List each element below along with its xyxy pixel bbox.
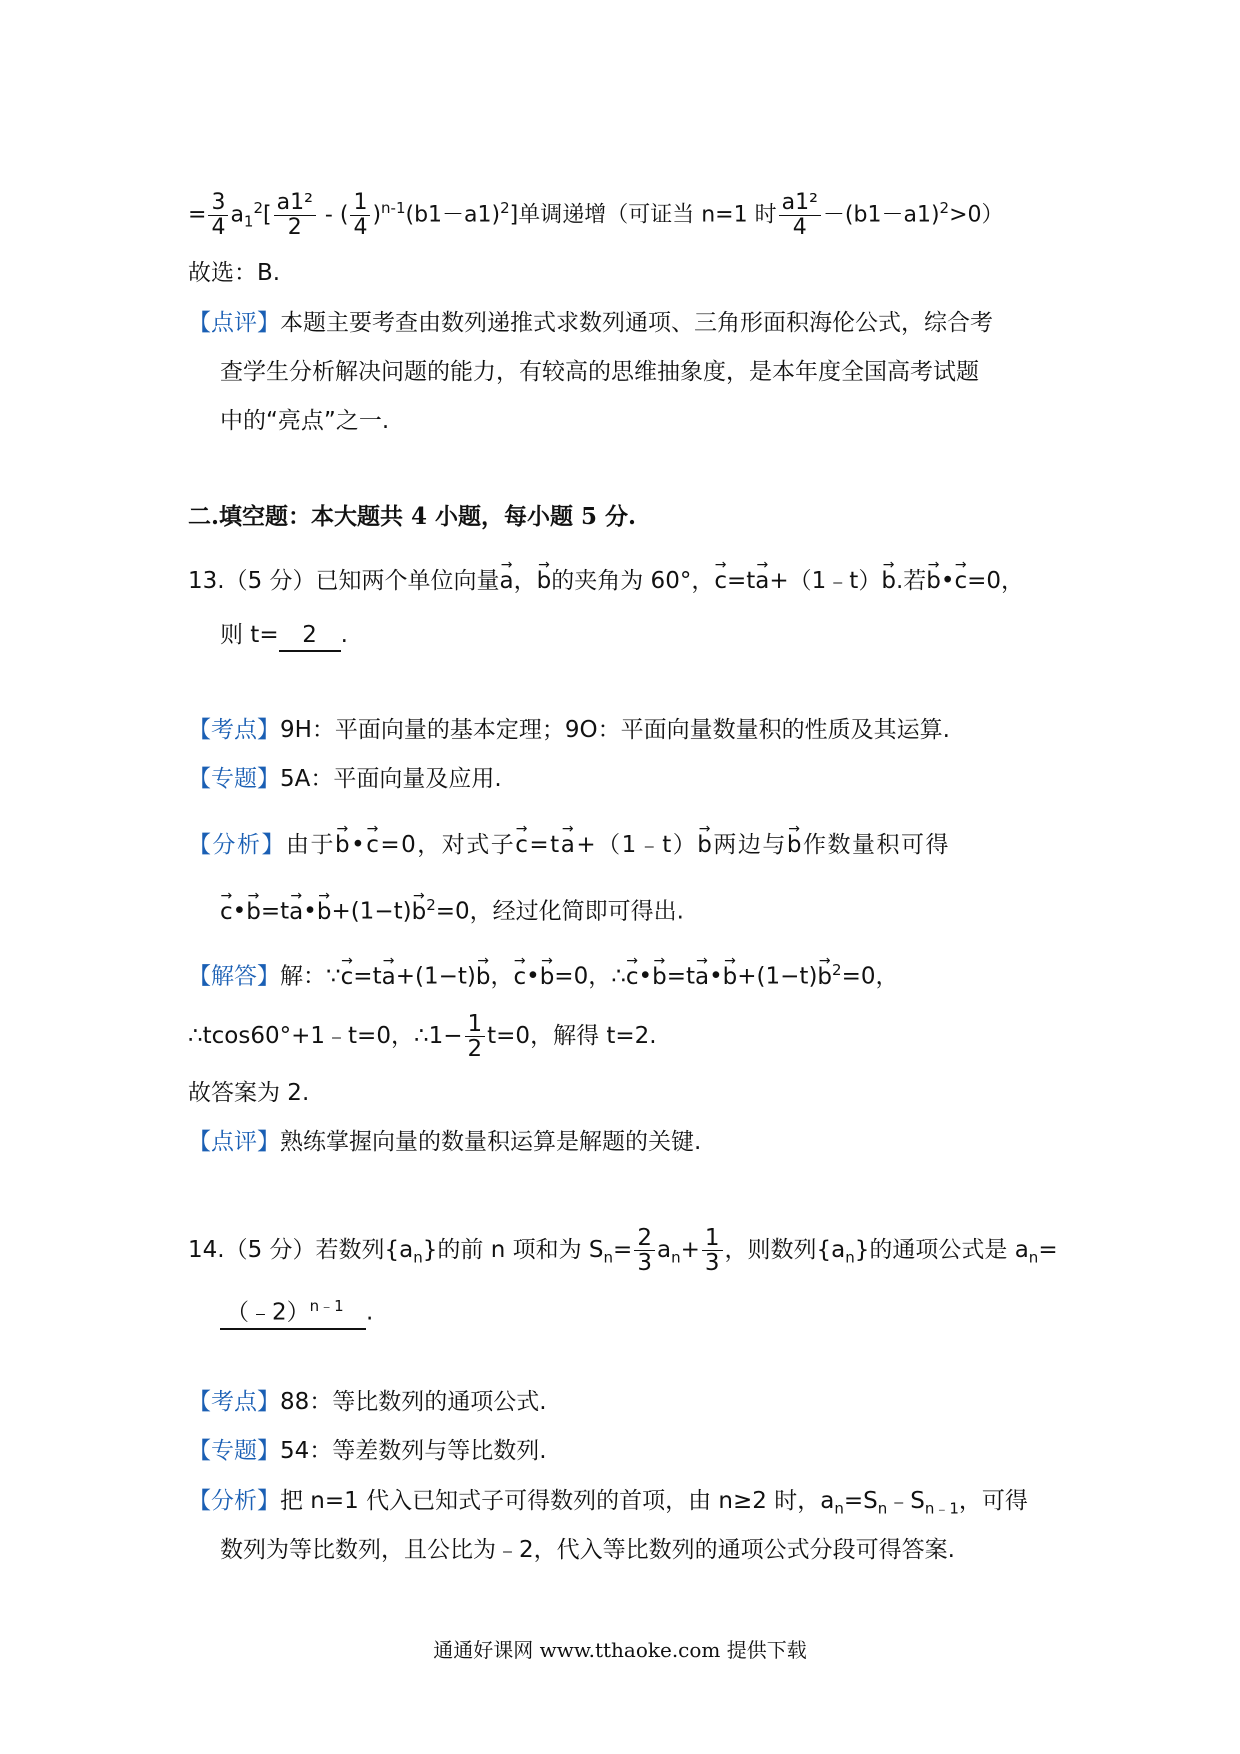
q13-zhuanti [188,764,502,794]
fraction: $\frac{3}{4}$ [208,191,228,240]
q14-text: 14.（5 分）若数列{a [188,1237,414,1263]
prev-formula-text: [ [263,202,272,228]
vector-c: → c [626,958,639,992]
q13-text: =0， [967,568,1024,594]
jieda-text: +(1−t) [395,963,476,990]
q14-text: ，则数列{a [724,1237,846,1263]
jieda-text: ， [490,963,514,990]
fenxi-text: • [232,898,247,925]
prev-formula-text: ) [372,202,382,228]
q14-line-1 [188,1226,1058,1278]
q13-text: +（1﹣t） [769,568,882,594]
q13-kaodian [188,715,950,745]
jieda-text: +(1−t) [737,963,818,990]
fenxi-text: • [351,832,367,858]
q13-text: • [940,568,955,594]
jieda-text: 解：∵ [280,963,341,990]
vector-b: → b [697,826,713,860]
q14-text: }的前 n 项和为 S [422,1237,604,1263]
fenxi-text: ﹣S [887,1488,925,1514]
fenxi-text: ，可得 [958,1488,1028,1514]
subscript: n [413,1248,423,1267]
q13-jieda-line-1 [188,955,898,992]
prev-formula-text: >0） [949,202,1004,228]
fraction: $\frac{1}{3}$ [702,1226,723,1275]
fenxi-text: +(1−t) [331,898,412,925]
q13-text: .若 [895,568,927,594]
jieda-text: − [443,1023,463,1049]
fraction: $\frac{\text{a1²}}{4}$ [779,191,821,240]
fenxi-text: =S [843,1488,878,1514]
q13-answer-blank: 2 [279,620,341,652]
q13-text: 的夹角为 60°， [551,568,715,594]
vector-b: → b [723,958,738,992]
vector-b: → b [787,826,803,860]
q14-zhuanti [188,1436,547,1466]
q13-line-1 [188,562,1024,596]
tag-dianping: 【点评】 [188,1129,280,1155]
vector-b: → b [476,958,491,992]
fenxi-text: • [303,898,317,925]
fenxi-text: 由于 [286,832,335,858]
q14-fenxi-line-1 [188,1486,1028,1524]
subscript: 1 [243,212,254,231]
vector-b: → b [335,826,351,860]
vector-a: → a [561,826,577,860]
vector-a: → a [289,893,303,927]
vector-b: → b [881,562,896,596]
fenxi-text: 作数量积可得 [802,832,950,858]
q13-fenxi-line-1 [188,826,950,860]
superscript: n-1 [381,199,406,217]
tag-zhuanti: 【专题】 [188,1438,280,1464]
q14-text: a [656,1237,672,1263]
q14-kaodian [188,1387,547,1417]
jieda-text: =t [353,963,382,990]
tag-jieda: 【解答】 [188,963,280,990]
tag-fenxi: 【分析】 [188,832,286,858]
q13-line-2 [220,620,348,652]
q14-text: }的通项公式是 a [854,1237,1029,1263]
vector-a: → a [755,562,769,596]
tag-zhuanti: 【专题】 [188,766,280,792]
q13-dianping [188,1127,701,1157]
q13-jieda-line-2 [188,1012,657,1061]
prev-formula-text: a [230,202,244,228]
prev-formula [188,188,1004,242]
fenxi-text: =0，对式子 [380,832,516,858]
jieda-text: =0， [841,963,899,990]
q13-fenxi-line-2 [220,890,684,927]
vector-c: → c [341,958,354,992]
vector-b: → b [817,958,832,992]
page-footer: 通通好课网 www.tthaoke.com 提供下载 [433,1638,807,1662]
comment-line-3: 中的“亮点”之一. [220,408,390,434]
q14-answer: （﹣2） [226,1299,310,1326]
q14-answer-blank [220,1291,366,1330]
q13-jieda-line-3: 故答案为 2. [188,1080,310,1106]
vector-b: → b [412,893,427,927]
comment-text: 本题主要考查由数列递推式求数列通项、三角形面积海伦公式，综合考 [280,310,993,336]
q14-text: . [366,1299,374,1326]
prev-formula-text: = [188,202,207,228]
superscript: 2 [500,199,510,217]
zhuanti-text: 54：等差数列与等比数列. [280,1438,547,1464]
fraction: $\frac{1}{4}$ [350,191,370,240]
superscript: n﹣1 [309,1297,344,1315]
q14-text: + [680,1237,700,1263]
fraction: $\frac{1}{2}$ [465,1012,486,1061]
q14-fenxi-line-2: 数列为等比数列，且公比为﹣2，代入等比数列的通项公式分段可得答案. [220,1537,955,1563]
q14-text: = [613,1237,633,1263]
vector-b: → b [317,893,332,927]
q13-text: ， [513,568,537,594]
tag-kaodian: 【考点】 [188,717,280,743]
fenxi-text: =t [529,832,561,858]
kaodian-text: 9H：平面向量的基本定理；9O：平面向量数量积的性质及其运算. [280,717,950,743]
superscript: 2 [426,896,436,914]
section-header: 二.填空题：本大题共 4 小题，每小题 5 分. [188,503,637,530]
jieda-text: t=0，解得 t=2. [487,1023,657,1049]
vector-c: → c [515,826,529,860]
tag-fenxi: 【分析】 [188,1488,280,1514]
jieda-text: ∴tcos60°+1﹣t=0，∴1 [188,1023,444,1049]
vector-b: → b [652,958,667,992]
jieda-text: • [709,963,723,990]
vector-b: → b [537,562,552,596]
q13-text: . [340,622,348,648]
subscript: n [877,1499,888,1518]
vector-b: → b [246,893,261,927]
prev-formula-text: (b1－a1) [405,202,501,228]
subscript: n [671,1248,681,1267]
vector-b: → b [540,958,555,992]
vector-a: → a [500,562,514,596]
fraction: $\frac{2}{3}$ [634,1226,655,1275]
jieda-text: • [638,963,653,990]
subscript: n [1028,1248,1039,1267]
q14-text: = [1038,1237,1058,1263]
answer-select: 故选：B. [188,260,281,286]
vector-b: → b [926,562,941,596]
fenxi-text: 两边与 [713,832,787,858]
fenxi-text: =0，经过化简即可得出. [435,898,684,925]
kaodian-text: 88：等比数列的通项公式. [280,1389,547,1415]
subscript: n﹣1 [924,1499,959,1518]
comment-line-1 [188,308,993,338]
prev-formula-text: ]单调递增（可证当 n=1 时 [509,202,777,228]
subscript: n [845,1248,855,1267]
fenxi-text: 把 n=1 代入已知式子可得数列的首项，由 n≥2 时，a [280,1488,835,1514]
superscript: 2 [253,199,264,217]
jieda-text: =0，∴ [554,963,626,990]
q14-line-2 [220,1291,373,1330]
superscript: 2 [939,199,950,217]
vector-c: → c [714,562,727,596]
vector-c: → c [220,893,233,927]
q13-text: =t [726,568,756,594]
comment-line-2: 查学生分析解决问题的能力，有较高的思维抽象度，是本年度全国高考试题 [220,359,979,385]
superscript: 2 [832,961,842,979]
vector-a: → a [695,958,709,992]
tag-dianping: 【点评】 [188,310,280,336]
q13-text: 13.（5 分）已知两个单位向量 [188,568,500,594]
fenxi-text: =t [260,898,290,925]
jieda-text: • [526,963,540,990]
tag-kaodian: 【考点】 [188,1389,280,1415]
subscript: n [834,1499,844,1518]
jieda-text: =t [666,963,695,990]
q13-text: 则 t= [220,622,279,648]
subscript: n [603,1248,614,1267]
vector-c: → c [366,826,380,860]
vector-c: → c [513,958,526,992]
dianping-text: 熟练掌握向量的数量积运算是解题的关键. [280,1129,702,1155]
zhuanti-text: 5A：平面向量及应用. [280,766,502,792]
fenxi-text: +（1﹣t） [576,832,698,858]
fraction: $\frac{\text{a1²}}{2}$ [274,191,316,240]
vector-a: → a [382,958,396,992]
vector-c: → c [954,562,967,596]
prev-formula-text: - ( [317,202,349,228]
prev-formula-text: －(b1－a1) [822,202,940,228]
